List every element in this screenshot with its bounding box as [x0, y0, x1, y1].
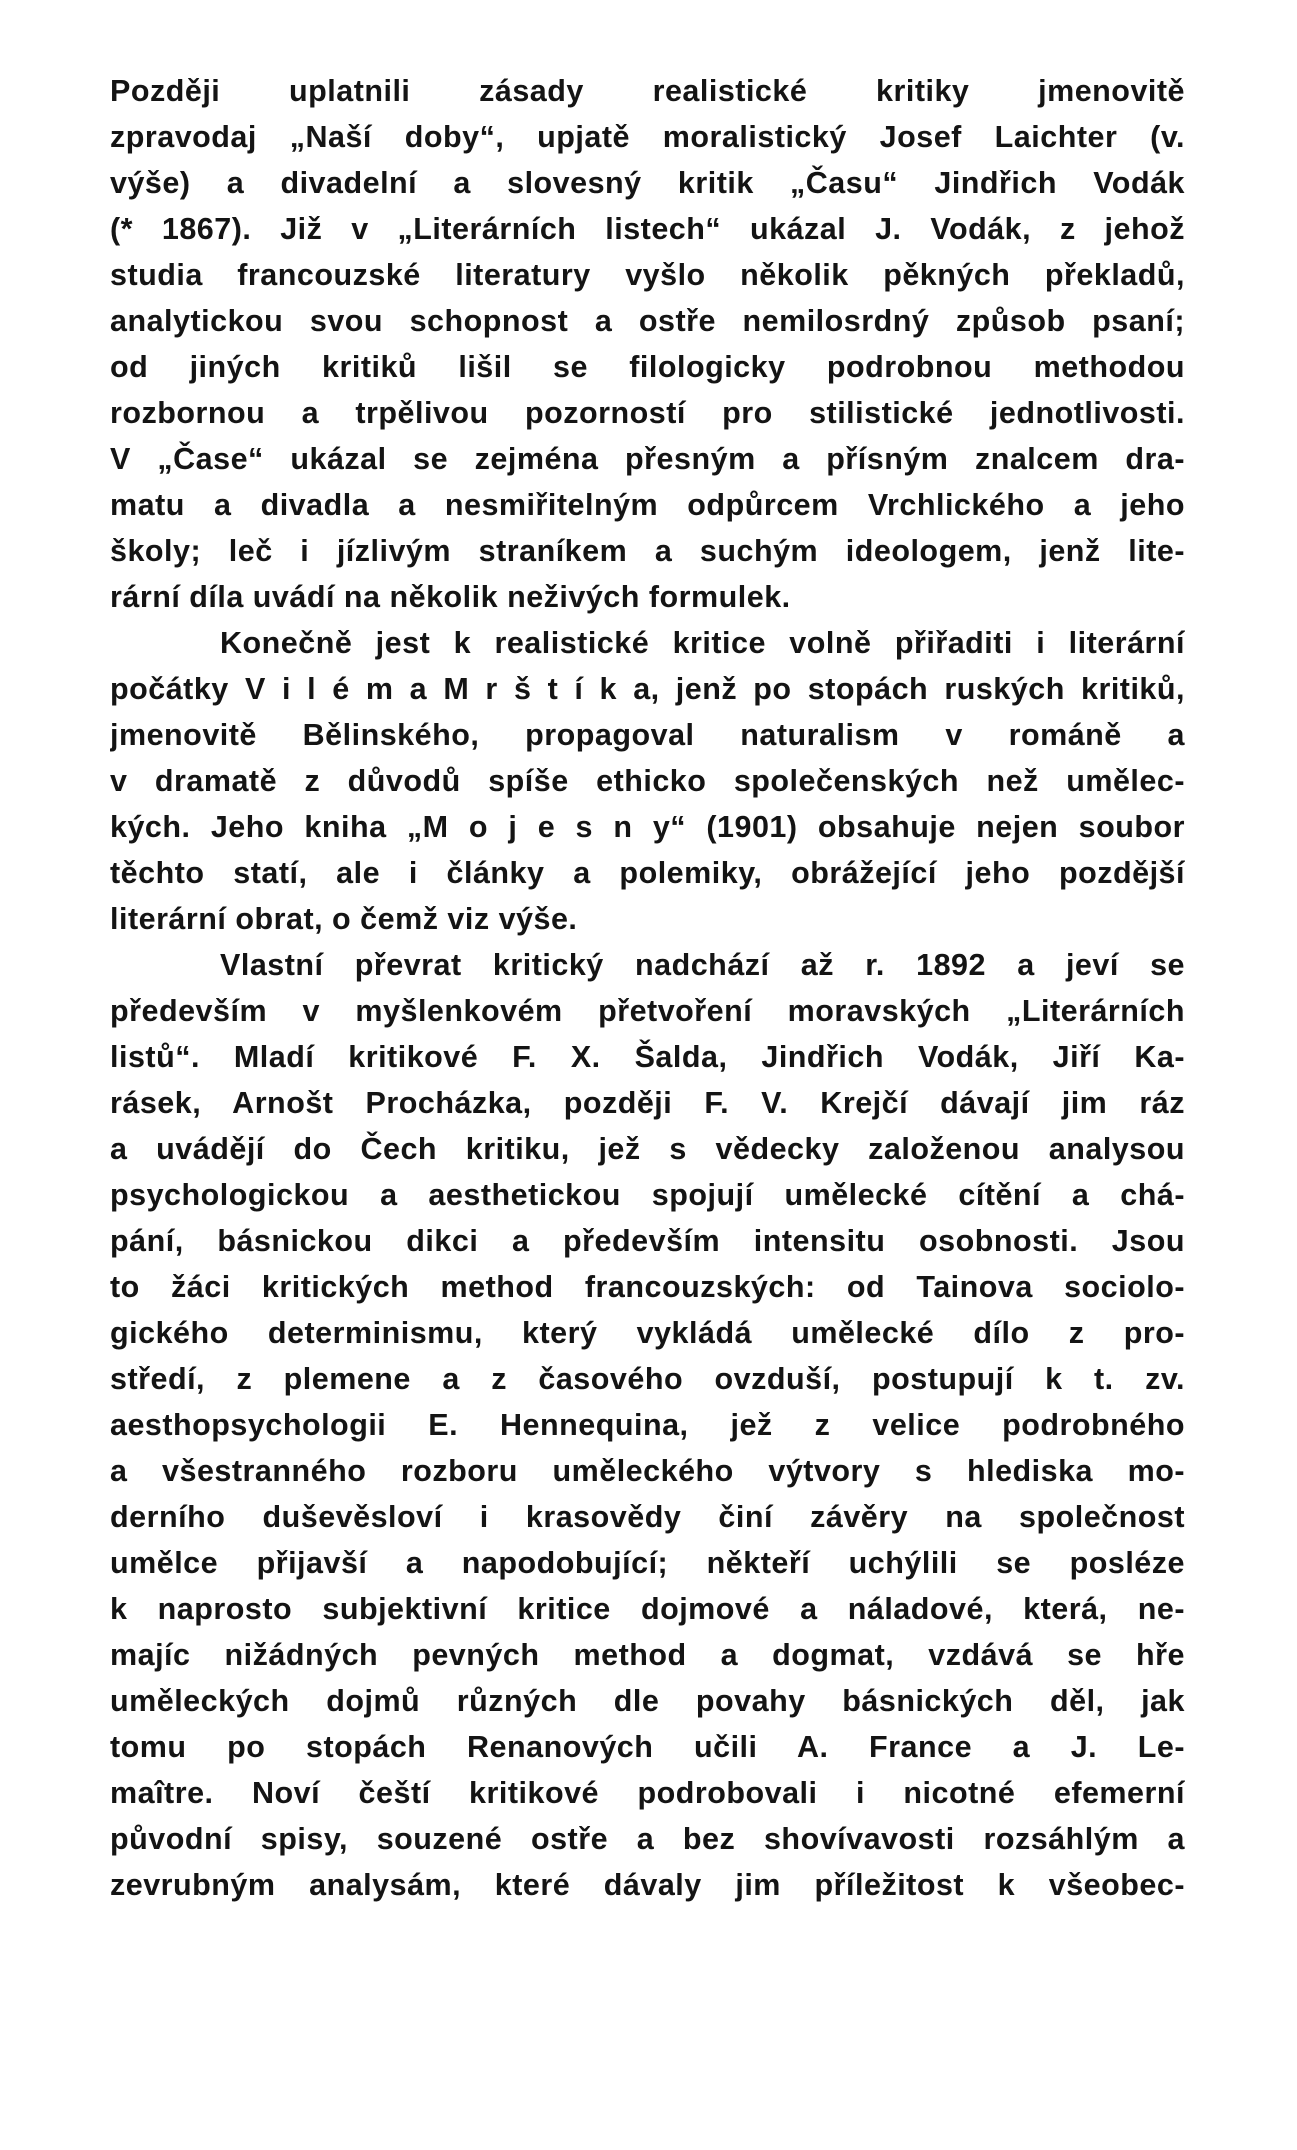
text-line: tomu po stopách Renanových učili A. France a J. Le-	[110, 1730, 1185, 1764]
text-line: gického determinismu, který vykládá umělecké dílo z pro-	[110, 1316, 1185, 1350]
text-line: počátky V i l é m a M r š t í k a, jenž po stopách ruských kritiků,	[110, 672, 1185, 706]
paragraph	[110, 68, 1185, 620]
body-text	[110, 68, 1185, 1908]
text-line: těchto statí, ale i články a polemiky, obrážející jeho pozdější	[110, 856, 1185, 890]
text-line: derního duševěsloví i krasovědy činí závěry na společnost	[110, 1500, 1185, 1534]
text-line: výše) a divadelní a slovesný kritik „Času“ Jindřich Vodák	[110, 166, 1185, 200]
text-line: od jiných kritiků lišil se filologicky podrobnou methodou	[110, 350, 1185, 384]
text-line: rozbornou a trpělivou pozorností pro stilistické jednotlivosti.	[110, 396, 1185, 430]
text-line: zevrubným analysám, které dávaly jim příležitost k všeobec-	[110, 1868, 1185, 1902]
text-line: to žáci kritických method francouzských: od Tainova sociolo-	[110, 1270, 1185, 1304]
text-line: především v myšlenkovém přetvoření moravských „Literárních	[110, 994, 1185, 1028]
text-line: umělce přijavší a napodobující; někteří uchýlili se posléze	[110, 1546, 1185, 1580]
text-line: a uvádějí do Čech kritiku, jež s vědecky založenou analysou	[110, 1132, 1185, 1166]
text-line: rární díla uvádí na několik neživých formulek.	[110, 580, 791, 614]
text-line: jmenovitě Bělinského, propagoval naturalism v románě a	[110, 718, 1185, 752]
paragraph	[110, 942, 1185, 1908]
text-line: matu a divadla a nesmiřitelným odpůrcem Vrchlického a jeho	[110, 488, 1185, 522]
text-line: školy; leč i jízlivým straníkem a suchým ideologem, jenž lite-	[110, 534, 1185, 568]
text-line: Konečně jest k realistické kritice volně přiřaditi i literární	[220, 626, 1185, 660]
text-line: k naprosto subjektivní kritice dojmové a náladové, která, ne-	[110, 1592, 1185, 1626]
text-line: literární obrat, o čemž viz výše.	[110, 902, 578, 936]
text-line: zpravodaj „Naší doby“, upjatě moralistický Josef Laichter (v.	[110, 120, 1185, 154]
text-line: uměleckých dojmů různých dle povahy básnických děl, jak	[110, 1684, 1185, 1718]
text-line: listů“. Mladí kritikové F. X. Šalda, Jindřich Vodák, Jiří Ka-	[110, 1040, 1185, 1074]
text-line: psychologickou a aesthetickou spojují umělecké cítění a chá-	[110, 1178, 1185, 1212]
text-line: maître. Noví čeští kritikové podrobovali i nicotné efemerní	[110, 1776, 1185, 1810]
text-line: v dramatě z důvodů spíše ethicko společenských než umělec-	[110, 764, 1185, 798]
paragraph	[110, 620, 1185, 942]
text-line: a všestranného rozboru uměleckého výtvory s hlediska mo-	[110, 1454, 1185, 1488]
text-line: studia francouzské literatury vyšlo několik pěkných překladů,	[110, 258, 1185, 292]
text-line: původní spisy, souzené ostře a bez shovívavosti rozsáhlým a	[110, 1822, 1185, 1856]
text-line: pání, básnickou dikci a především intensitu osobnosti. Jsou	[110, 1224, 1185, 1258]
text-line: majíc nižádných pevných method a dogmat, vzdává se hře	[110, 1638, 1185, 1672]
text-line: středí, z plemene a z časového ovzduší, postupují k t. zv.	[110, 1362, 1185, 1396]
text-line: V „Čase“ ukázal se zejména přesným a přísným znalcem dra-	[110, 442, 1185, 476]
text-line: aesthopsychologii E. Hennequina, jež z velice podrobného	[110, 1408, 1185, 1442]
text-line: Později uplatnili zásady realistické kritiky jmenovitě	[110, 74, 1185, 108]
text-line: (* 1867). Již v „Literárních listech“ ukázal J. Vodák, z jehož	[110, 212, 1185, 246]
text-line: kých. Jeho kniha „M o j e s n y“ (1901) obsahuje nejen soubor	[110, 810, 1185, 844]
text-line: Vlastní převrat kritický nadchází až r. 1892 a jeví se	[220, 948, 1185, 982]
text-line: rásek, Arnošt Procházka, později F. V. Krejčí dávají jim ráz	[110, 1086, 1185, 1120]
text-line: analytickou svou schopnost a ostře nemilosrdný způsob psaní;	[110, 304, 1185, 338]
